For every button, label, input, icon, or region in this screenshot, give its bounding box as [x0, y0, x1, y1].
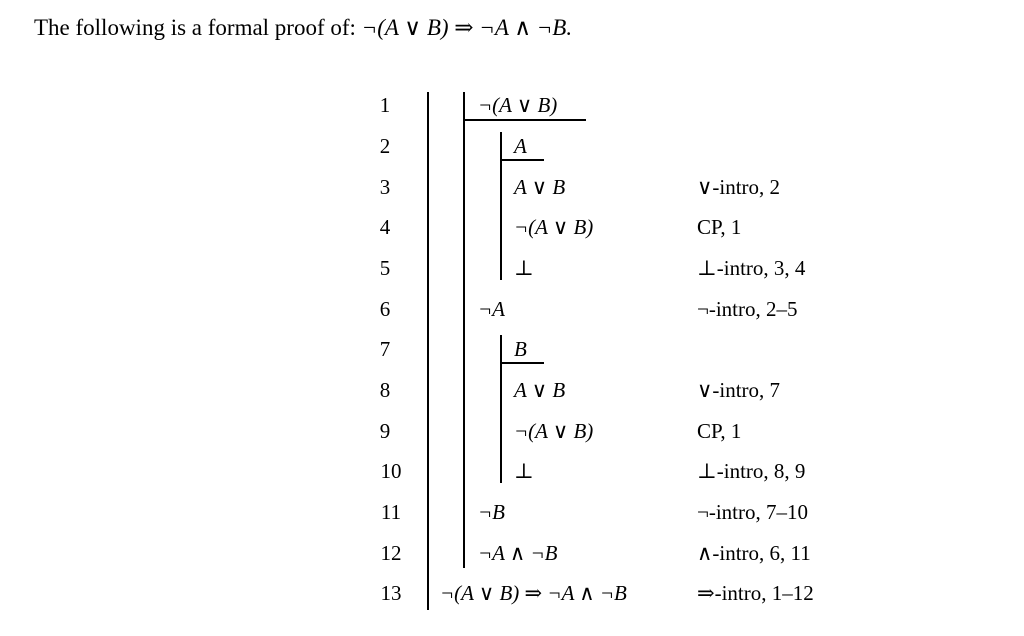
justification: ⊥-intro, 3, 4	[697, 256, 806, 280]
formula: A	[514, 134, 527, 158]
formula: ¬B	[478, 500, 505, 524]
line-number: 7	[379, 337, 391, 361]
formula: ⊥	[514, 256, 534, 280]
assumption-line-2	[500, 159, 544, 161]
formula: B	[514, 337, 527, 361]
line-number: 5	[379, 256, 391, 280]
line-number: 9	[379, 419, 391, 443]
assumption-line-1	[463, 119, 586, 121]
justification: ∨-intro, 2	[697, 175, 781, 199]
line-number: 1	[379, 93, 391, 117]
formula: A ∨ B	[514, 378, 566, 402]
line-number: 12	[380, 541, 402, 565]
justification: ¬-intro, 7–10	[697, 500, 808, 524]
line-number: 10	[380, 459, 402, 483]
formula: ¬A	[478, 297, 505, 321]
scope-bar-subproof-a	[500, 132, 502, 280]
proof-statement-prefix: The following is a formal proof of:	[34, 15, 362, 40]
formula: ¬(A ∨ B)	[514, 419, 594, 443]
proof-statement-formula: ¬(A ∨ B) ⇒ ¬A ∧ ¬B.	[361, 15, 573, 40]
justification: ¬-intro, 2–5	[697, 297, 798, 321]
justification: ∧-intro, 6, 11	[697, 541, 811, 565]
justification: ∨-intro, 7	[697, 378, 781, 402]
line-number: 13	[380, 581, 402, 605]
line-number: 2	[379, 134, 391, 158]
line-number: 3	[379, 175, 391, 199]
justification: ⊥-intro, 8, 9	[697, 459, 806, 483]
line-number: 4	[379, 215, 391, 239]
justification: CP, 1	[697, 215, 742, 239]
formula: ¬(A ∨ B)	[478, 93, 558, 117]
assumption-line-7	[500, 362, 544, 364]
scope-bar-main-subproof	[463, 92, 465, 568]
line-number: 11	[380, 500, 402, 524]
line-number: 8	[379, 378, 391, 402]
formula: ⊥	[514, 459, 534, 483]
scope-bar-subproof-b	[500, 335, 502, 483]
formula: ¬(A ∨ B)	[514, 215, 594, 239]
formula: ¬A ∧ ¬B	[478, 541, 558, 565]
formula: A ∨ B	[514, 175, 566, 199]
justification: ⇒-intro, 1–12	[697, 581, 814, 605]
formula: ¬(A ∨ B) ⇒ ¬A ∧ ¬B	[440, 581, 627, 605]
line-number: 6	[379, 297, 391, 321]
scope-bar-outer	[427, 92, 429, 610]
justification: CP, 1	[697, 419, 742, 443]
